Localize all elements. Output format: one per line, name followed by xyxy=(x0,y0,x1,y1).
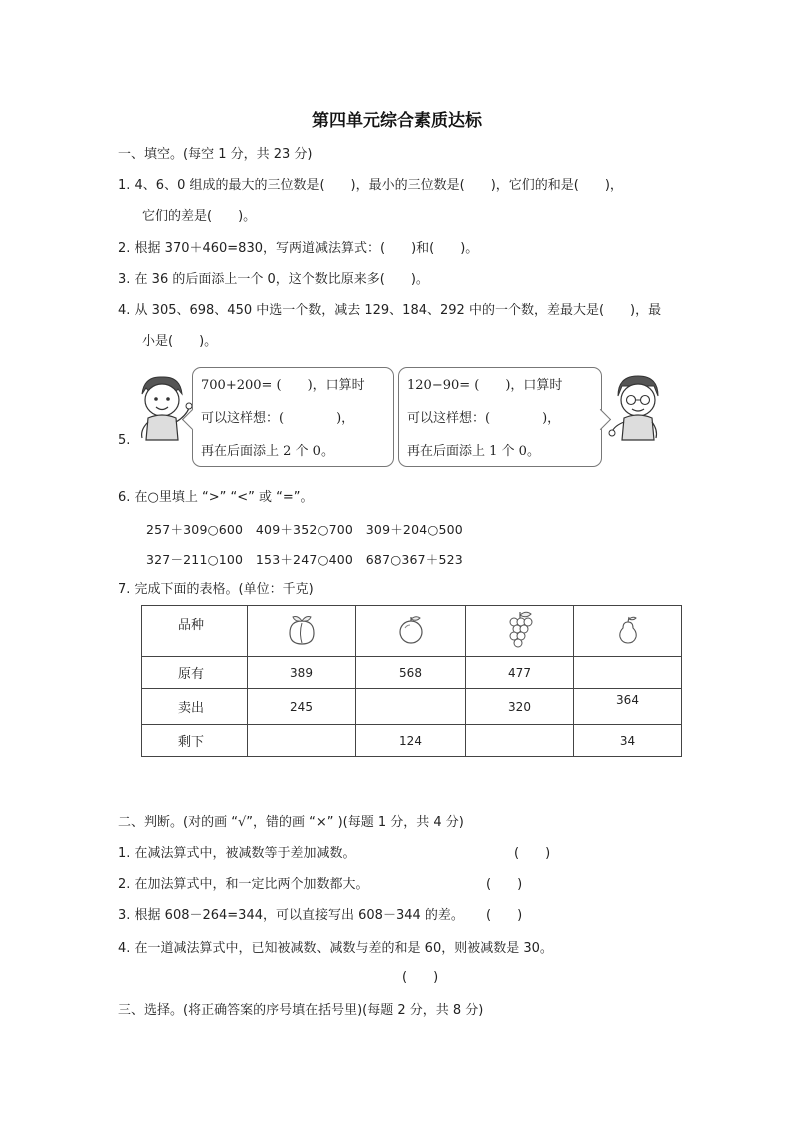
fruit-table xyxy=(141,605,682,757)
q6-prompt: 6. 在○里填上 “>” “<” 或 “=”。 xyxy=(118,490,314,505)
q6-row2: 327－211○100 153＋247○400 687○367＋523 xyxy=(146,552,463,567)
row-label: 卖出 xyxy=(142,689,248,725)
judge-answer-paren-4[interactable]: ( ) xyxy=(402,970,439,985)
girl-illustration-icon xyxy=(608,372,666,448)
q3: 3. 在 36 的后面添上一个 0，这个数比原来多( )。 xyxy=(118,272,429,287)
table-cell xyxy=(574,657,682,689)
section1-heading: 一、填空。(每空 1 分，共 23 分) xyxy=(118,147,313,162)
right-bubble-line2: 可以这样想：( )， xyxy=(407,411,561,426)
judge-answer-paren-2[interactable]: ( ) xyxy=(486,877,523,892)
right-speech-bubble xyxy=(398,367,602,467)
judge-answer-paren-1[interactable]: ( ) xyxy=(514,846,551,861)
orange-header-cell xyxy=(356,606,466,657)
left-bubble-line3: 再在后面添上 2 个 0。 xyxy=(201,444,334,459)
section3-heading: 三、选择。(将正确答案的序号填在括号里)(每题 2 分，共 8 分) xyxy=(118,1003,484,1018)
row-label: 剩下 xyxy=(142,725,248,757)
table-header-row xyxy=(142,606,682,657)
judge-answer-paren-3[interactable]: ( ) xyxy=(486,908,523,923)
judge-item-1: 1. 在减法算式中，被减数等于差加减数。 xyxy=(118,846,356,861)
q4-line1: 4. 从 305、698、450 中选一个数，减去 129、184、292 中的一个数，差最大是( )，最 xyxy=(118,303,662,318)
orange-icon xyxy=(394,613,428,647)
table-cell: 568 xyxy=(356,657,466,689)
grape-header-cell xyxy=(466,606,574,657)
q2: 2. 根据 370＋460=830，写两道减法算式：( )和( )。 xyxy=(118,241,479,256)
right-bubble-line1: 120−90= ( )，口算时 xyxy=(407,378,563,393)
header-label-cell: 品种 xyxy=(142,606,248,657)
table-row xyxy=(142,689,682,725)
table-cell xyxy=(248,725,356,757)
q6-row1: 257＋309○600 409＋352○700 309＋204○500 xyxy=(146,522,463,537)
peach-icon xyxy=(285,613,319,647)
boy-illustration-icon xyxy=(134,372,192,448)
table-cell: 124 xyxy=(356,725,466,757)
table-cell xyxy=(466,725,574,757)
table-cell: 34 xyxy=(574,725,682,757)
table-cell: 320 xyxy=(466,689,574,725)
q7-prompt: 7. 完成下面的表格。(单位：千克) xyxy=(118,582,314,597)
table-cell: 477 xyxy=(466,657,574,689)
left-bubble-line1: 700+200= ( )，口算时 xyxy=(201,378,365,393)
table-row xyxy=(142,725,682,757)
q4-line2: 小是( )。 xyxy=(142,334,218,349)
q1-line1: 1. 4、6、0 组成的最大的三位数是( )，最小的三位数是( )，它们的和是( )， xyxy=(118,178,623,193)
grape-icon xyxy=(503,610,537,650)
peach-header-cell xyxy=(248,606,356,657)
judge-item-2: 2. 在加法算式中，和一定比两个加数都大。 xyxy=(118,877,369,892)
table-cell: 364 xyxy=(574,689,682,725)
table-row xyxy=(142,657,682,689)
q1-line2: 它们的差是( )。 xyxy=(142,209,257,224)
table-cell: 245 xyxy=(248,689,356,725)
q5-number: 5. xyxy=(118,433,131,448)
left-bubble-line2: 可以这样想：( )， xyxy=(201,411,355,426)
row-label: 原有 xyxy=(142,657,248,689)
pear-icon xyxy=(613,614,643,646)
page-title: 第四单元综合素质达标 xyxy=(312,111,482,131)
table-cell: 389 xyxy=(248,657,356,689)
section2-heading: 二、判断。(对的画 “√”，错的画 “×” )(每题 1 分，共 4 分) xyxy=(118,815,464,830)
judge-item-4: 4. 在一道减法算式中，已知被减数、减数与差的和是 60，则被减数是 30。 xyxy=(118,941,553,956)
judge-item-3: 3. 根据 608－264=344，可以直接写出 608－344 的差。 xyxy=(118,908,464,923)
left-speech-bubble xyxy=(192,367,394,467)
table-cell xyxy=(356,689,466,725)
right-bubble-line3: 再在后面添上 1 个 0。 xyxy=(407,444,540,459)
pear-header-cell xyxy=(574,606,682,657)
